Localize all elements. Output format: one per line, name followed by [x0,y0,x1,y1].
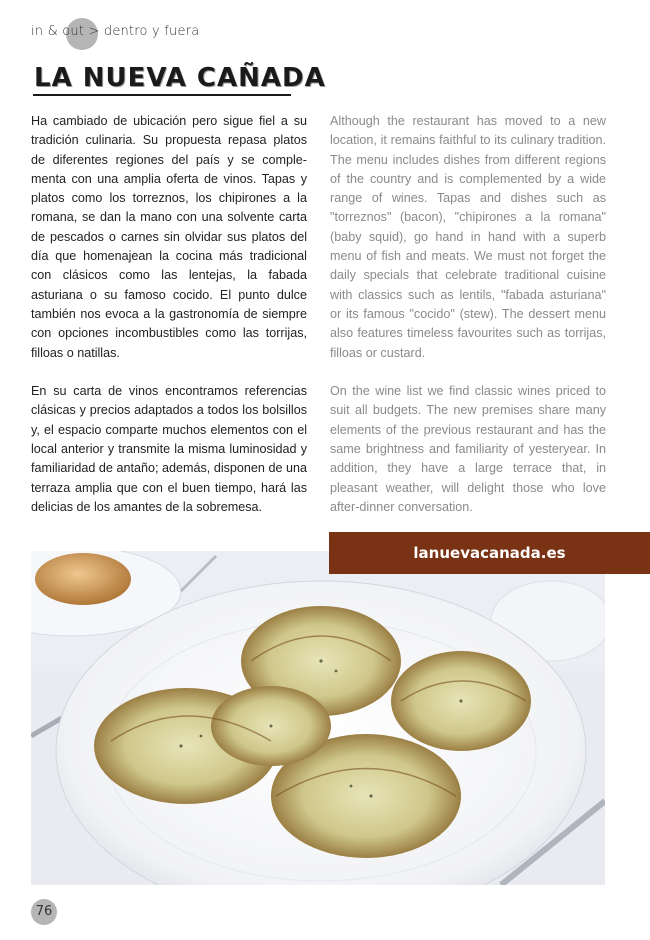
title-underline [33,94,291,96]
page-number: 76 [35,904,53,919]
page-title: LA NUEVA CAÑADA [34,63,326,93]
spanish-paragraph: Ha cambiado de ubicación pero sigue fiel a su tradición culinaria. Su propuesta repasa platos de diferentes regiones del país y se complementa con una amplia oferta de vinos. Tapas y platos como los torreznos, los chipirones a la romana, se dan la mano con una solvente carta de pescados o carnes sin olvidar sus platos del día que homenajean la cocina más tradicional con clásicos como las lentejas, la fabada asturiana o su famoso cocido. El punto dulce también nos evoca a la gastronomía de siempre con opciones incombustibles como las torrijas, filloas o natillas. [31,114,307,360]
spanish-paragraph: En su carta de vinos encontramos referencias clásicas y precios adaptados a todos los bolsillos y, el espacio comparte muchos elementos con el local anterior y transmite la misma luminosidad y familiaridad de antaño; además, disponen de una terraza amplia que con el buen tiempo, hará las delicias de los amantes de la sobremesa. [31,384,307,514]
english-paragraph: Although the restaurant has moved to a new location, it remains faithful to its culinary tradition. The menu includes dishes from different regions of the country and is complemented by a wide range of wines. Tapas and dishes such as "torreznos" (bacon), "chipirones a la romana" (baby squid), go hand in hand with a superb menu of fish and meats. We must not forget the daily specials that celebrate traditional cuisine with classics such as lentils, "fabada asturiana" or its famous "cocido" (stew). The dessert menu also features timeless favourites such as torrijas, filloas or custard. [330,114,606,360]
english-paragraph: On the wine list we find classic wines priced to suit all budgets. The new premises share many elements of the previous restaurant and has the same brightness and familiarity of yesteryear. In addition, they have a large terrace that, in pleasant weather, will delight those who love after-dinner conversation. [330,384,606,514]
spanish-column [31,112,307,517]
english-column [330,112,606,517]
artichoke-dish-photo [31,551,605,885]
website-link[interactable]: lanuevacanada.es [329,532,650,574]
section-label: in & out > dentro y fuera [31,24,200,39]
bread-roll-icon [35,553,131,605]
